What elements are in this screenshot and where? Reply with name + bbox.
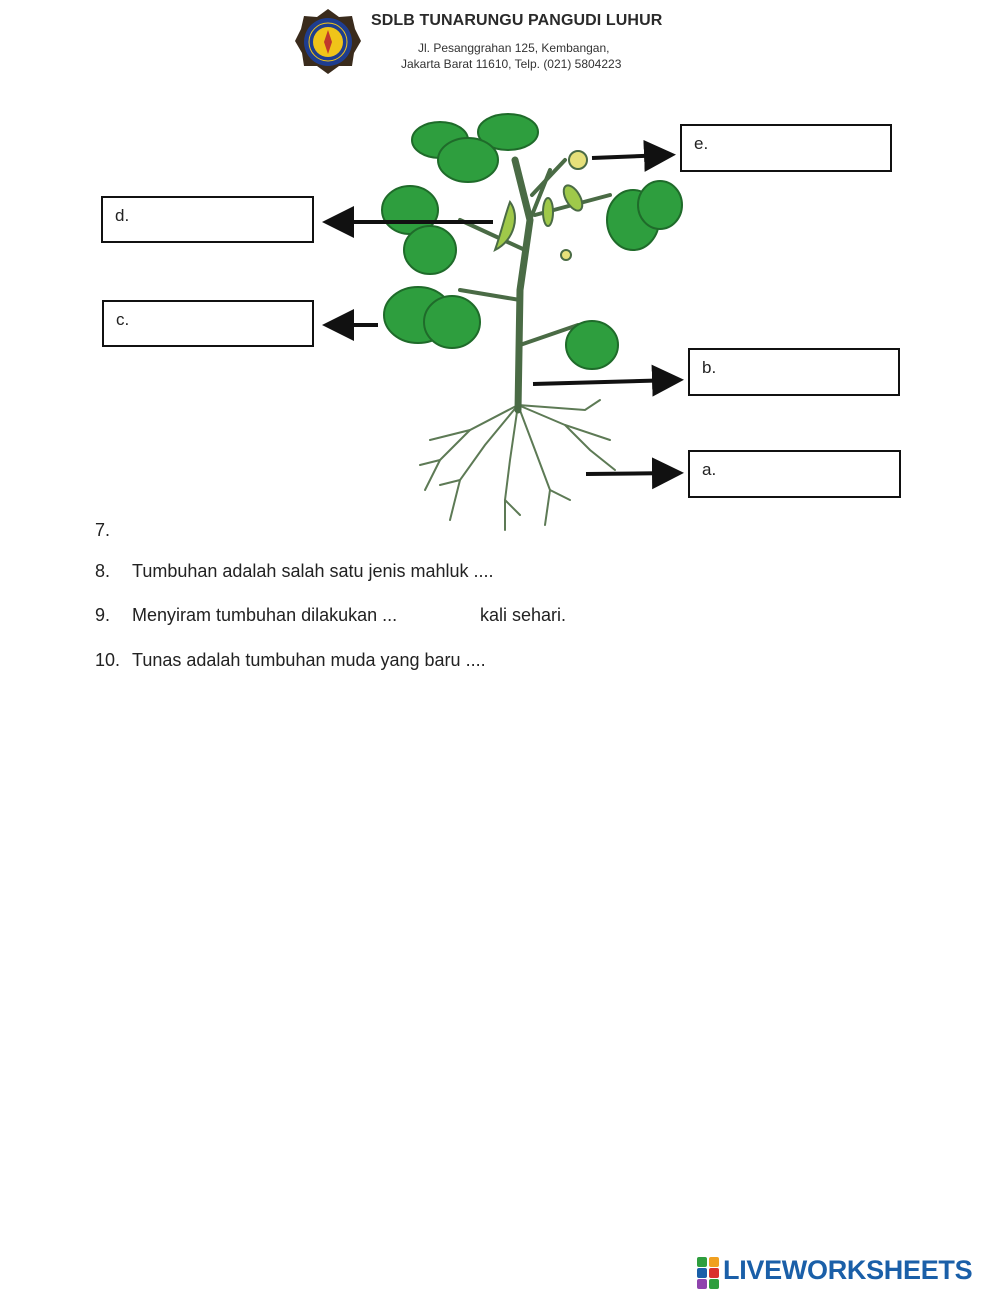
- liveworksheets-brand[interactable]: LIVEWORKSHEETS: [723, 1255, 973, 1285]
- question-text: Menyiram tumbuhan dilakukan ...: [132, 605, 398, 625]
- roots: [420, 400, 615, 530]
- address-line-2: Jakarta Barat 11610, Telp. (021) 5804223: [401, 57, 622, 71]
- label-box-d[interactable]: d.: [101, 196, 314, 243]
- question-number: 8.: [95, 561, 111, 581]
- label-box-c[interactable]: c.: [102, 300, 314, 347]
- question-number: 10.: [95, 650, 121, 670]
- liveworksheets-logo-icon: [697, 1257, 721, 1289]
- label-box-b[interactable]: b.: [688, 348, 900, 396]
- question-number: 9.: [95, 605, 111, 625]
- label-box-a[interactable]: a.: [688, 450, 901, 498]
- school-name: SDLB TUNARUNGU PANGUDI LUHUR: [371, 12, 663, 29]
- address-line-1: Jl. Pesanggrahan 125, Kembangan,: [418, 41, 610, 55]
- question-text: Tunas adalah tumbuhan muda yang baru ....: [132, 650, 486, 670]
- stem: [515, 160, 530, 410]
- question-text-after-blank: kali sehari.: [480, 605, 567, 625]
- label-box-e[interactable]: e.: [680, 124, 892, 172]
- plant-diagram: [320, 100, 690, 540]
- question-text: Tumbuhan adalah salah satu jenis mahluk ....: [132, 561, 494, 581]
- school-logo: [294, 8, 362, 76]
- question-number: 7.: [95, 520, 111, 540]
- leaves: [382, 114, 682, 369]
